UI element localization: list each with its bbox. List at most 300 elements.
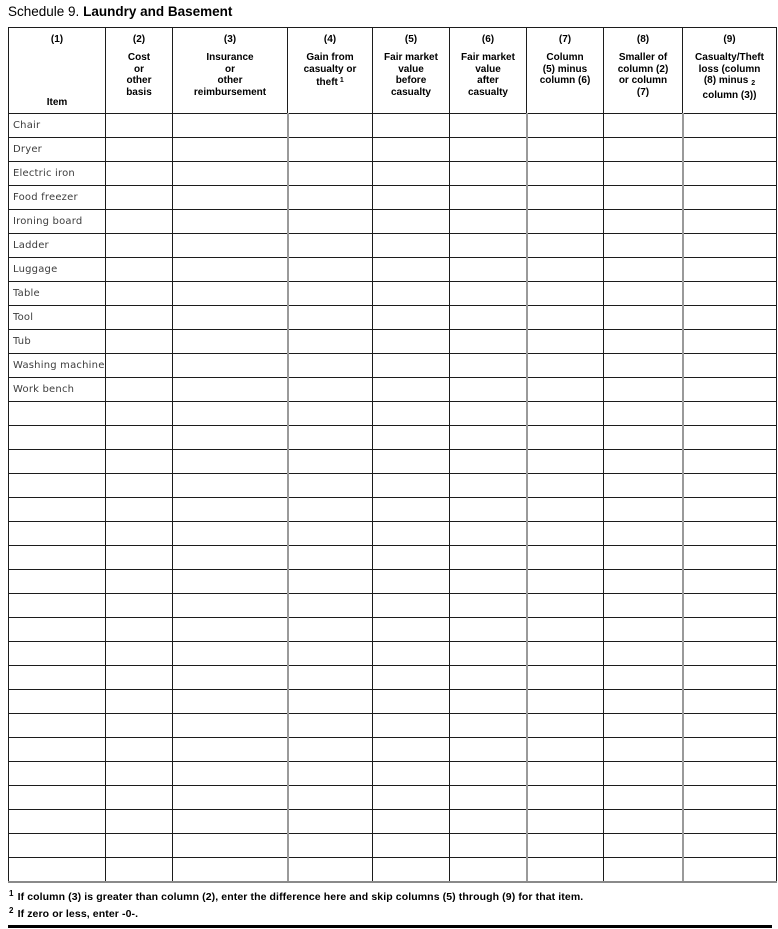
entry-cell-col-8[interactable]: [604, 162, 683, 186]
entry-cell-col-7[interactable]: [527, 162, 604, 186]
entry-cell-col-5[interactable]: [373, 810, 450, 834]
entry-cell-col-5[interactable]: [373, 426, 450, 450]
entry-cell-col-4[interactable]: [288, 738, 373, 762]
entry-cell-col-8[interactable]: [604, 282, 683, 306]
entry-cell-col-6[interactable]: [450, 690, 527, 714]
entry-cell-col-7[interactable]: [527, 426, 604, 450]
entry-cell-col-4[interactable]: [288, 162, 373, 186]
entry-cell-col-6[interactable]: [450, 210, 527, 234]
entry-cell-col-5[interactable]: [373, 258, 450, 282]
entry-cell-col-9[interactable]: [683, 474, 777, 498]
entry-cell-col-9[interactable]: [683, 138, 777, 162]
entry-cell-col-6[interactable]: [450, 378, 527, 402]
entry-cell-col-4[interactable]: [288, 522, 373, 546]
entry-cell-col-2[interactable]: [106, 762, 173, 786]
entry-cell-col-2[interactable]: [106, 114, 173, 138]
entry-cell-col-5[interactable]: [373, 714, 450, 738]
column-number: (1): [50, 34, 64, 45]
entry-cell-col-6[interactable]: [450, 522, 527, 546]
item-cell-blank[interactable]: [9, 546, 106, 570]
entry-cell-col-8[interactable]: [604, 378, 683, 402]
entry-cell-col-2[interactable]: [106, 258, 173, 282]
item-cell-blank[interactable]: [9, 474, 106, 498]
entry-cell-col-2[interactable]: [106, 474, 173, 498]
entry-cell-col-7[interactable]: [527, 378, 604, 402]
entry-cell-col-5[interactable]: [373, 666, 450, 690]
entry-cell-col-7[interactable]: [527, 354, 604, 378]
entry-cell-col-3[interactable]: [173, 858, 288, 882]
entry-cell-col-4[interactable]: [288, 210, 373, 234]
entry-cell-col-6[interactable]: [450, 546, 527, 570]
entry-cell-col-5[interactable]: [373, 858, 450, 882]
entry-cell-col-8[interactable]: [604, 522, 683, 546]
item-cell-blank[interactable]: [9, 426, 106, 450]
entry-cell-col-3[interactable]: [173, 666, 288, 690]
entry-cell-col-9[interactable]: [683, 114, 777, 138]
entry-cell-col-4[interactable]: [288, 378, 373, 402]
entry-cell-col-7[interactable]: [527, 594, 604, 618]
entry-cell-col-7[interactable]: [527, 738, 604, 762]
entry-cell-col-4[interactable]: [288, 186, 373, 210]
entry-cell-col-8[interactable]: [604, 810, 683, 834]
entry-cell-col-4[interactable]: [288, 282, 373, 306]
entry-cell-col-3[interactable]: [173, 642, 288, 666]
entry-cell-col-9[interactable]: [683, 162, 777, 186]
entry-cell-col-9[interactable]: [683, 210, 777, 234]
entry-cell-col-4[interactable]: [288, 354, 373, 378]
entry-cell-col-4[interactable]: [288, 330, 373, 354]
entry-cell-col-3[interactable]: [173, 522, 288, 546]
entry-cell-col-5[interactable]: [373, 738, 450, 762]
entry-cell-col-5[interactable]: [373, 234, 450, 258]
entry-cell-col-3[interactable]: [173, 738, 288, 762]
entry-cell-col-7[interactable]: [527, 522, 604, 546]
table-row-empty: [9, 714, 777, 738]
entry-cell-col-6[interactable]: [450, 258, 527, 282]
table-row-empty: [9, 594, 777, 618]
entry-cell-col-2[interactable]: [106, 546, 173, 570]
entry-cell-col-8[interactable]: [604, 594, 683, 618]
entry-cell-col-5[interactable]: [373, 354, 450, 378]
entry-cell-col-8[interactable]: [604, 474, 683, 498]
entry-cell-col-2[interactable]: [106, 402, 173, 426]
entry-cell-col-6[interactable]: [450, 498, 527, 522]
entry-cell-col-3[interactable]: [173, 834, 288, 858]
item-cell-blank[interactable]: [9, 714, 106, 738]
entry-cell-col-4[interactable]: [288, 666, 373, 690]
entry-cell-col-5[interactable]: [373, 474, 450, 498]
entry-cell-col-6[interactable]: [450, 426, 527, 450]
entry-cell-col-8[interactable]: [604, 306, 683, 330]
entry-cell-col-5[interactable]: [373, 546, 450, 570]
entry-cell-col-7[interactable]: [527, 498, 604, 522]
entry-cell-col-7[interactable]: [527, 690, 604, 714]
entry-cell-col-9[interactable]: [683, 306, 777, 330]
footnote-1-marker: 1: [9, 888, 14, 898]
entry-cell-col-8[interactable]: [604, 738, 683, 762]
entry-cell-col-9[interactable]: [683, 450, 777, 474]
entry-cell-col-6[interactable]: [450, 594, 527, 618]
item-cell-blank[interactable]: [9, 786, 106, 810]
entry-cell-col-2[interactable]: [106, 162, 173, 186]
entry-cell-col-7[interactable]: [527, 258, 604, 282]
entry-cell-col-6[interactable]: [450, 666, 527, 690]
header-row: [9, 28, 777, 114]
entry-cell-col-8[interactable]: [604, 402, 683, 426]
entry-cell-col-9[interactable]: [683, 642, 777, 666]
item-cell-blank[interactable]: [9, 642, 106, 666]
footnote-1-text: If column (3) is greater than column (2), enter the difference here and skip columns (5) through (9) for that item.: [17, 890, 584, 903]
entry-cell-col-2[interactable]: [106, 642, 173, 666]
entry-cell-col-2[interactable]: [106, 354, 173, 378]
entry-cell-col-9[interactable]: [683, 690, 777, 714]
item-cell-blank[interactable]: [9, 522, 106, 546]
entry-cell-col-9[interactable]: [683, 618, 777, 642]
entry-cell-col-7[interactable]: [527, 858, 604, 882]
entry-cell-col-2[interactable]: [106, 810, 173, 834]
table-header: [9, 28, 777, 114]
entry-cell-col-4[interactable]: [288, 474, 373, 498]
item-cell-blank[interactable]: [9, 810, 106, 834]
entry-cell-col-4[interactable]: [288, 858, 373, 882]
entry-cell-col-6[interactable]: [450, 306, 527, 330]
entry-cell-col-3[interactable]: [173, 714, 288, 738]
entry-cell-col-3[interactable]: [173, 330, 288, 354]
entry-cell-col-8[interactable]: [604, 426, 683, 450]
entry-cell-col-4[interactable]: [288, 762, 373, 786]
entry-cell-col-3[interactable]: [173, 474, 288, 498]
entry-cell-col-7[interactable]: [527, 186, 604, 210]
entry-cell-col-3[interactable]: [173, 786, 288, 810]
entry-cell-col-7[interactable]: [527, 834, 604, 858]
entry-cell-col-7[interactable]: [527, 306, 604, 330]
entry-cell-col-3[interactable]: [173, 234, 288, 258]
entry-cell-col-5[interactable]: [373, 570, 450, 594]
item-cell-blank[interactable]: [9, 762, 106, 786]
entry-cell-col-6[interactable]: [450, 858, 527, 882]
entry-cell-col-4[interactable]: [288, 258, 373, 282]
entry-cell-col-5[interactable]: [373, 282, 450, 306]
entry-cell-col-6[interactable]: [450, 354, 527, 378]
entry-cell-col-9[interactable]: [683, 234, 777, 258]
entry-cell-col-2[interactable]: [106, 450, 173, 474]
entry-cell-col-6[interactable]: [450, 570, 527, 594]
table-row-empty: [9, 666, 777, 690]
entry-cell-col-3[interactable]: [173, 402, 288, 426]
entry-cell-col-4[interactable]: [288, 594, 373, 618]
entry-cell-col-4[interactable]: [288, 402, 373, 426]
table-row-empty: [9, 642, 777, 666]
entry-cell-col-4[interactable]: [288, 450, 373, 474]
item-cell-blank[interactable]: [9, 402, 106, 426]
entry-cell-col-6[interactable]: [450, 738, 527, 762]
entry-cell-col-6[interactable]: [450, 762, 527, 786]
entry-cell-col-4[interactable]: [288, 114, 373, 138]
entry-cell-col-3[interactable]: [173, 378, 288, 402]
entry-cell-col-5[interactable]: [373, 522, 450, 546]
entry-cell-col-8[interactable]: [604, 570, 683, 594]
entry-cell-col-8[interactable]: [604, 186, 683, 210]
entry-cell-col-8[interactable]: [604, 690, 683, 714]
entry-cell-col-7[interactable]: [527, 474, 604, 498]
entry-cell-col-5[interactable]: [373, 306, 450, 330]
entry-cell-col-5[interactable]: [373, 498, 450, 522]
entry-cell-col-2[interactable]: [106, 234, 173, 258]
column-number: (5): [404, 34, 418, 45]
entry-cell-col-8[interactable]: [604, 666, 683, 690]
entry-cell-col-9[interactable]: [683, 282, 777, 306]
entry-cell-col-6[interactable]: [450, 138, 527, 162]
entry-cell-col-9[interactable]: [683, 522, 777, 546]
entry-cell-col-5[interactable]: [373, 690, 450, 714]
entry-cell-col-4[interactable]: [288, 234, 373, 258]
entry-cell-col-6[interactable]: [450, 186, 527, 210]
entry-cell-col-7[interactable]: [527, 546, 604, 570]
entry-cell-col-3[interactable]: [173, 810, 288, 834]
entry-cell-col-6[interactable]: [450, 786, 527, 810]
entry-cell-col-9[interactable]: [683, 834, 777, 858]
entry-cell-col-2[interactable]: [106, 282, 173, 306]
entry-cell-col-7[interactable]: [527, 234, 604, 258]
entry-cell-col-5[interactable]: [373, 786, 450, 810]
entry-cell-col-8[interactable]: [604, 210, 683, 234]
entry-cell-col-3[interactable]: [173, 354, 288, 378]
entry-cell-col-6[interactable]: [450, 810, 527, 834]
entry-cell-col-4[interactable]: [288, 306, 373, 330]
entry-cell-col-9[interactable]: [683, 786, 777, 810]
entry-cell-col-8[interactable]: [604, 258, 683, 282]
entry-cell-col-3[interactable]: [173, 546, 288, 570]
entry-cell-col-3[interactable]: [173, 258, 288, 282]
entry-cell-col-5[interactable]: [373, 162, 450, 186]
entry-cell-col-5[interactable]: [373, 594, 450, 618]
entry-cell-col-4[interactable]: [288, 138, 373, 162]
entry-cell-col-2[interactable]: [106, 786, 173, 810]
entry-cell-col-5[interactable]: [373, 330, 450, 354]
entry-cell-col-2[interactable]: [106, 666, 173, 690]
entry-cell-col-3[interactable]: [173, 570, 288, 594]
entry-cell-col-6[interactable]: [450, 642, 527, 666]
entry-cell-col-8[interactable]: [604, 498, 683, 522]
item-cell-blank[interactable]: [9, 570, 106, 594]
entry-cell-col-9[interactable]: [683, 738, 777, 762]
entry-cell-col-9[interactable]: [683, 762, 777, 786]
entry-cell-col-2[interactable]: [106, 858, 173, 882]
entry-cell-col-3[interactable]: [173, 138, 288, 162]
entry-cell-col-2[interactable]: [106, 426, 173, 450]
entry-cell-col-2[interactable]: [106, 834, 173, 858]
entry-cell-col-4[interactable]: [288, 546, 373, 570]
entry-cell-col-2[interactable]: [106, 690, 173, 714]
entry-cell-col-8[interactable]: [604, 786, 683, 810]
entry-cell-col-3[interactable]: [173, 498, 288, 522]
entry-cell-col-2[interactable]: [106, 138, 173, 162]
entry-cell-col-9[interactable]: [683, 498, 777, 522]
entry-cell-col-7[interactable]: [527, 714, 604, 738]
entry-cell-col-2[interactable]: [106, 618, 173, 642]
entry-cell-col-4[interactable]: [288, 498, 373, 522]
entry-cell-col-5[interactable]: [373, 762, 450, 786]
item-cell-blank[interactable]: [9, 858, 106, 882]
entry-cell-col-9[interactable]: [683, 186, 777, 210]
item-cell-blank[interactable]: [9, 834, 106, 858]
item-cell-blank[interactable]: [9, 666, 106, 690]
entry-cell-col-5[interactable]: [373, 378, 450, 402]
entry-cell-col-4[interactable]: [288, 834, 373, 858]
entry-cell-col-2[interactable]: [106, 186, 173, 210]
entry-cell-col-7[interactable]: [527, 402, 604, 426]
column-header-8: [604, 28, 683, 114]
entry-cell-col-7[interactable]: [527, 210, 604, 234]
entry-cell-col-4[interactable]: [288, 690, 373, 714]
item-cell-blank[interactable]: [9, 738, 106, 762]
column-title: Casualty/Theft loss (column (8) minus $_2$ column (3)): [695, 52, 764, 101]
entry-cell-col-3[interactable]: [173, 210, 288, 234]
entry-cell-col-3[interactable]: [173, 594, 288, 618]
entry-cell-col-8[interactable]: [604, 618, 683, 642]
entry-cell-col-9[interactable]: [683, 546, 777, 570]
entry-cell-col-2[interactable]: [106, 210, 173, 234]
entry-cell-col-6[interactable]: [450, 618, 527, 642]
entry-cell-col-8[interactable]: [604, 234, 683, 258]
table-row-empty: [9, 522, 777, 546]
table-row-empty: [9, 450, 777, 474]
entry-cell-col-3[interactable]: [173, 618, 288, 642]
entry-cell-col-8[interactable]: [604, 114, 683, 138]
entry-cell-col-6[interactable]: [450, 330, 527, 354]
entry-cell-col-8[interactable]: [604, 450, 683, 474]
entry-cell-col-4[interactable]: [288, 810, 373, 834]
column-header-2: [106, 28, 173, 114]
entry-cell-col-8[interactable]: [604, 642, 683, 666]
entry-cell-col-3[interactable]: [173, 186, 288, 210]
table-row-empty: [9, 786, 777, 810]
entry-cell-col-9[interactable]: [683, 666, 777, 690]
entry-cell-col-9[interactable]: [683, 378, 777, 402]
entry-cell-col-4[interactable]: [288, 570, 373, 594]
entry-cell-col-7[interactable]: [527, 138, 604, 162]
entry-cell-col-9[interactable]: [683, 402, 777, 426]
item-cell: Tub: [9, 330, 106, 354]
entry-cell-col-6[interactable]: [450, 474, 527, 498]
entry-cell-col-2[interactable]: [106, 714, 173, 738]
entry-cell-col-5[interactable]: [373, 114, 450, 138]
entry-cell-col-8[interactable]: [604, 138, 683, 162]
entry-cell-col-9[interactable]: [683, 426, 777, 450]
entry-cell-col-4[interactable]: [288, 786, 373, 810]
column-title: Smaller of column (2) or column (7): [617, 52, 669, 98]
entry-cell-col-7[interactable]: [527, 330, 604, 354]
footnote-2-marker: 2: [9, 906, 14, 915]
entry-cell-col-2[interactable]: [106, 378, 173, 402]
entry-cell-col-7[interactable]: [527, 618, 604, 642]
entry-cell-col-6[interactable]: [450, 114, 527, 138]
column-number: (4): [323, 34, 337, 45]
entry-cell-col-2[interactable]: [106, 570, 173, 594]
entry-cell-col-3[interactable]: [173, 762, 288, 786]
item-cell-blank[interactable]: [9, 594, 106, 618]
entry-cell-col-5[interactable]: [373, 138, 450, 162]
entry-cell-col-7[interactable]: [527, 282, 604, 306]
entry-cell-col-3[interactable]: [173, 282, 288, 306]
entry-cell-col-8[interactable]: [604, 330, 683, 354]
entry-cell-col-9[interactable]: [683, 570, 777, 594]
entry-cell-col-6[interactable]: [450, 714, 527, 738]
entry-cell-col-8[interactable]: [604, 834, 683, 858]
entry-cell-col-8[interactable]: [604, 354, 683, 378]
entry-cell-col-5[interactable]: [373, 618, 450, 642]
entry-cell-col-2[interactable]: [106, 306, 173, 330]
entry-cell-col-5[interactable]: [373, 402, 450, 426]
entry-cell-col-7[interactable]: [527, 642, 604, 666]
entry-cell-col-5[interactable]: [373, 186, 450, 210]
entry-cell-col-9[interactable]: [683, 258, 777, 282]
entry-cell-col-7[interactable]: [527, 666, 604, 690]
entry-cell-col-5[interactable]: [373, 450, 450, 474]
entry-cell-col-7[interactable]: [527, 762, 604, 786]
entry-cell-col-3[interactable]: [173, 426, 288, 450]
entry-cell-col-3[interactable]: [173, 690, 288, 714]
entry-cell-col-7[interactable]: [527, 570, 604, 594]
entry-cell-col-7[interactable]: [527, 114, 604, 138]
entry-cell-col-9[interactable]: [683, 810, 777, 834]
entry-cell-col-2[interactable]: [106, 594, 173, 618]
entry-cell-col-7[interactable]: [527, 786, 604, 810]
entry-cell-col-5[interactable]: [373, 834, 450, 858]
footnotes: [8, 887, 772, 922]
entry-cell-col-5[interactable]: [373, 210, 450, 234]
table-row-empty: [9, 858, 777, 882]
item-cell-blank[interactable]: [9, 690, 106, 714]
entry-cell-col-6[interactable]: [450, 450, 527, 474]
entry-cell-col-4[interactable]: [288, 426, 373, 450]
entry-cell-col-9[interactable]: [683, 594, 777, 618]
entry-cell-col-3[interactable]: [173, 162, 288, 186]
entry-cell-col-8[interactable]: [604, 546, 683, 570]
entry-cell-col-8[interactable]: [604, 858, 683, 882]
page-title: [8, 4, 774, 20]
entry-cell-col-8[interactable]: [604, 714, 683, 738]
entry-cell-col-6[interactable]: [450, 282, 527, 306]
entry-cell-col-6[interactable]: [450, 402, 527, 426]
entry-cell-col-6[interactable]: [450, 834, 527, 858]
entry-cell-col-7[interactable]: [527, 810, 604, 834]
entry-cell-col-4[interactable]: [288, 618, 373, 642]
entry-cell-col-4[interactable]: [288, 714, 373, 738]
entry-cell-col-8[interactable]: [604, 762, 683, 786]
entry-cell-col-2[interactable]: [106, 522, 173, 546]
entry-cell-col-9[interactable]: [683, 714, 777, 738]
entry-cell-col-4[interactable]: [288, 642, 373, 666]
entry-cell-col-9[interactable]: [683, 858, 777, 882]
item-cell-blank[interactable]: [9, 498, 106, 522]
entry-cell-col-3[interactable]: [173, 114, 288, 138]
entry-cell-col-9[interactable]: [683, 354, 777, 378]
item-cell-blank[interactable]: [9, 618, 106, 642]
entry-cell-col-6[interactable]: [450, 234, 527, 258]
entry-cell-col-2[interactable]: [106, 498, 173, 522]
entry-cell-col-7[interactable]: [527, 450, 604, 474]
entry-cell-col-3[interactable]: [173, 450, 288, 474]
entry-cell-col-5[interactable]: [373, 642, 450, 666]
entry-cell-col-9[interactable]: [683, 330, 777, 354]
entry-cell-col-2[interactable]: [106, 330, 173, 354]
entry-cell-col-6[interactable]: [450, 162, 527, 186]
item-cell-blank[interactable]: [9, 450, 106, 474]
entry-cell-col-2[interactable]: [106, 738, 173, 762]
column-title: Gain from casualty or theft $^1$: [303, 52, 357, 88]
entry-cell-col-3[interactable]: [173, 306, 288, 330]
